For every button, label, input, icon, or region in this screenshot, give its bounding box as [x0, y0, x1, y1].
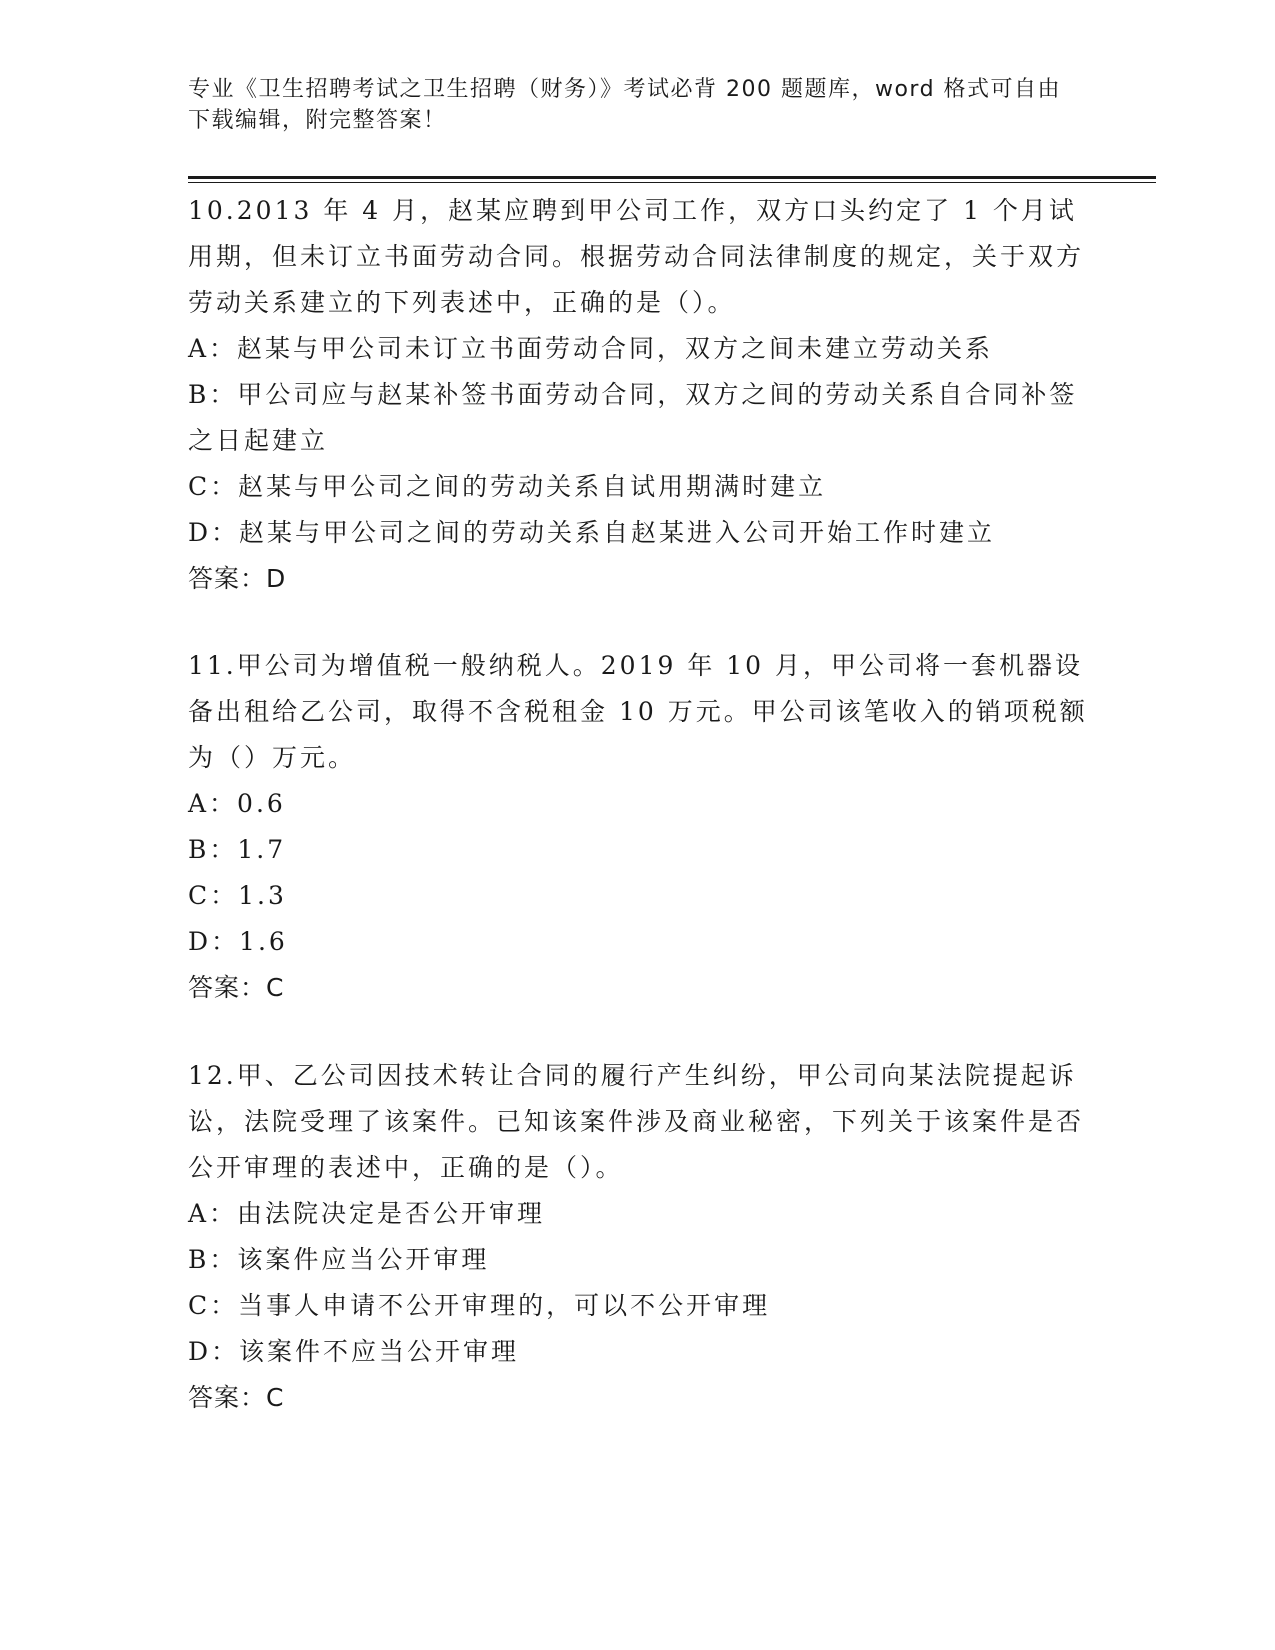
- answer-line: 答案：C: [188, 1383, 285, 1412]
- answer-line: 答案：D: [188, 564, 287, 593]
- question-12: [188, 1053, 1088, 1421]
- question-stem: 12.甲、乙公司因技术转让合同的履行产生纠纷，甲公司向某法院提起诉讼，法院受理了该案件。已知该案件涉及商业秘密，下列关于该案件是否公开审理的表述中，正确的是（）。: [188, 1061, 1085, 1182]
- question-stem: 11.甲公司为增值税一般纳税人。2019 年 10 月，甲公司将一套机器设备出租给乙公司，取得不含税租金 10 万元。甲公司该笔收入的销项税额为（）万元。: [188, 651, 1088, 772]
- option-c: C：赵某与甲公司之间的劳动关系自试用期满时建立: [188, 472, 827, 501]
- option-c: C：当事人申请不公开审理的，可以不公开审理: [188, 1291, 771, 1320]
- option-a: A：由法院决定是否公开审理: [188, 1199, 546, 1228]
- option-b: B：1.7: [188, 835, 287, 864]
- question-stem: 10.2013 年 4 月，赵某应聘到甲公司工作，双方口头约定了 1 个月试用期，但未订立书面劳动合同。根据劳动合同法律制度的规定，关于双方劳动关系建立的下列表述中，正确的是（）。: [188, 196, 1085, 317]
- header-divider-thin: [188, 182, 1156, 183]
- option-c: C：1.3: [188, 881, 287, 910]
- option-a: A：0.6: [188, 789, 286, 818]
- answer-line: 答案：C: [188, 973, 285, 1002]
- document-header: 专业《卫生招聘考试之卫生招聘（财务）》考试必背 200 题题库，word 格式可自由下载编辑，附完整答案！: [188, 77, 1062, 133]
- option-a: A：赵某与甲公司未订立书面劳动合同，双方之间未建立劳动关系: [188, 334, 994, 363]
- question-10: [188, 188, 1088, 602]
- option-d: D：1.6: [188, 927, 288, 956]
- option-d: D：赵某与甲公司之间的劳动关系自赵某进入公司开始工作时建立: [188, 518, 996, 547]
- option-d: D：该案件不应当公开审理: [188, 1337, 520, 1366]
- question-11: [188, 643, 1088, 1011]
- option-b: B：该案件应当公开审理: [188, 1245, 490, 1274]
- header-divider-thick: [188, 176, 1156, 179]
- option-b: B：甲公司应与赵某补签书面劳动合同，双方之间的劳动关系自合同补签之日起建立: [188, 380, 1078, 455]
